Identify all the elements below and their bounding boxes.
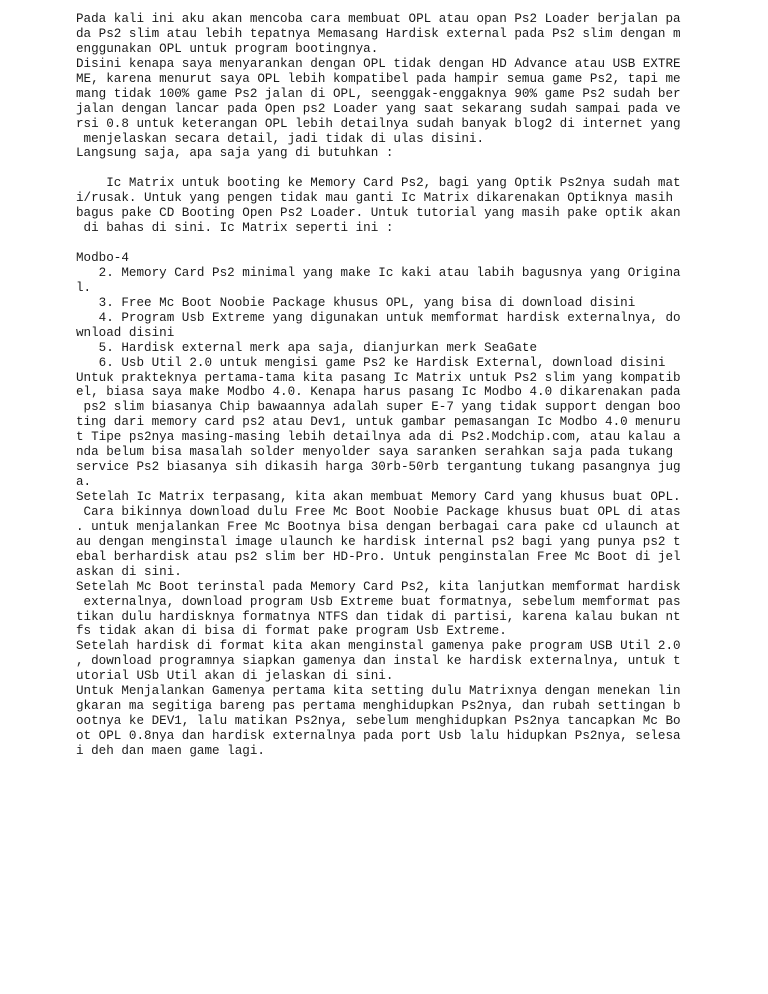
text-line: Modbo-4: [76, 251, 129, 265]
text-line: wnload disini: [76, 325, 175, 340]
text-line: 6. Usb Util 2.0 untuk mengisi game Ps2 ke Hardisk External, download disini: [76, 355, 666, 370]
text-line: fs tidak akan di bisa di format pake program Usb Extreme.: [76, 624, 507, 639]
text-line: Untuk prakteknya pertama-tama kita pasang Ic Matrix untuk Ps2 slim yang kompatib: [76, 370, 681, 385]
text-line: ebal berhardisk atau ps2 slim ber HD-Pro. Untuk penginstalan Free Mc Boot di jel: [76, 549, 681, 564]
text-line: 2. Memory Card Ps2 minimal yang make Ic kaki atau labih bagusnya yang Origina: [76, 265, 681, 280]
text-line: i/rusak. Untuk yang pengen tidak mau ganti Ic Matrix dikarenakan Optiknya masih: [76, 191, 674, 206]
text-line: mang tidak 100% game Ps2 jalan di OPL, seenggak-enggaknya 90% game Ps2 sudah ber: [76, 86, 681, 101]
text-line: Setelah Ic Matrix terpasang, kita akan membuat Memory Card yang khusus buat OPL.: [76, 490, 681, 504]
text-line: Untuk Menjalankan Gamenya pertama kita setting dulu Matrixnya dengan menekan lin: [76, 684, 681, 699]
text-line: ootnya ke DEV1, lalu matikan Ps2nya, sebelum menghidupkan Ps2nya tancapkan Mc Bo: [76, 714, 681, 729]
text-line: gkaran ma segitiga bareng pas pertama menghidupkan Ps2nya, dan rubah settingan b: [76, 699, 681, 714]
text-line: ps2 slim biasanya Chip bawaannya adalah super E-7 yang tidak support dengan boo: [76, 400, 681, 415]
text-line: rsi 0.8 untuk keterangan OPL lebih detailnya sudah banyak blog2 di internet yang: [76, 116, 681, 131]
text-line: au dengan menginstal image ulaunch ke hardisk internal ps2 bagi yang punya ps2 t: [76, 534, 681, 549]
text-line: askan di sini.: [76, 564, 182, 579]
text-line: t Tipe ps2nya masing-masing lebih detailnya ada di Ps2.Modchip.com, atau kalau a: [76, 430, 681, 445]
text-line: . untuk menjalankan Free Mc Bootnya bisa dengan berbagai cara pake cd ulaunch at: [76, 519, 681, 534]
text-line: Pada kali ini aku akan mencoba cara membuat OPL atau opan Ps2 Loader berjalan pa: [76, 12, 681, 26]
text-line: [76, 161, 681, 176]
text-line: di bahas di sini. Ic Matrix seperti ini :: [76, 221, 394, 236]
text-line: ting dari memory card ps2 atau Dev1, untuk gambar pemasangan Ic Modbo 4.0 menuru: [76, 415, 681, 430]
text-line: enggunakan OPL untuk program bootingnya.: [76, 41, 379, 56]
text-line: Ic Matrix untuk booting ke Memory Card Ps2, bagi yang Optik Ps2nya sudah mat: [76, 176, 681, 191]
document-body: [76, 12, 681, 759]
text-line: 5. Hardisk external merk apa saja, dianjurkan merk SeaGate: [76, 340, 538, 355]
text-line: menjelaskan secara detail, jadi tidak di ulas disini.: [76, 131, 485, 146]
text-line: jalan dengan lancar pada Open ps2 Loader yang saat sekarang sudah sampai pada ve: [76, 101, 681, 116]
text-line: Disini kenapa saya menyarankan dengan OPL tidak dengan HD Advance atau USB EXTRE: [76, 56, 681, 71]
text-line: Cara bikinnya download dulu Free Mc Boot Noobie Package khusus buat OPL di atas: [76, 504, 681, 519]
text-line: utorial USb Util akan di jelaskan di sini.: [76, 669, 394, 684]
text-line: Langsung saja, apa saja yang di butuhkan :: [76, 146, 394, 161]
text-line: externalnya, download program Usb Extreme buat formatnya, sebelum memformat pas: [76, 594, 681, 609]
text-line: a.: [76, 475, 92, 490]
text-line: l.: [76, 280, 92, 295]
text-line: Setelah hardisk di format kita akan menginstal gamenya pake program USB Util 2.0: [76, 639, 681, 654]
text-line: ME, karena menurut saya OPL lebih kompatibel pada hampir semua game Ps2, tapi me: [76, 71, 681, 86]
text-line: 4. Program Usb Extreme yang digunakan untuk memformat hardisk externalnya, do: [76, 310, 681, 325]
text-line: i deh dan maen game lagi.: [76, 743, 265, 758]
text-line: , download programnya siapkan gamenya dan instal ke hardisk externalnya, untuk t: [76, 654, 681, 669]
text-line: da Ps2 slim atau lebih tepatnya Memasang Hardisk external pada Ps2 slim dengan m: [76, 26, 681, 41]
text-line: el, biasa saya make Modbo 4.0. Kenapa harus pasang Ic Modbo 4.0 dikarenakan pada: [76, 385, 681, 400]
text-line: ot OPL 0.8nya dan hardisk externalnya pada port Usb lalu hidupkan Ps2nya, selesa: [76, 729, 681, 743]
text-line: nda belum bisa masalah solder menyolder saya saranken serahkan saja pada tukang: [76, 445, 674, 460]
text-line: [76, 236, 681, 251]
text-line: 3. Free Mc Boot Noobie Package khusus OPL, yang bisa di download disini: [76, 295, 636, 310]
text-line: bagus pake CD Booting Open Ps2 Loader. Untuk tutorial yang masih pake optik akan: [76, 206, 681, 221]
text-line: service Ps2 biasanya sih dikasih harga 30rb-50rb tergantung tukang pasangnya jug: [76, 460, 681, 475]
text-line: tikan dulu hardisknya formatnya NTFS dan tidak di partisi, karena kalau bukan nt: [76, 609, 681, 624]
text-line: Setelah Mc Boot terinstal pada Memory Card Ps2, kita lanjutkan memformat hardisk: [76, 579, 681, 594]
